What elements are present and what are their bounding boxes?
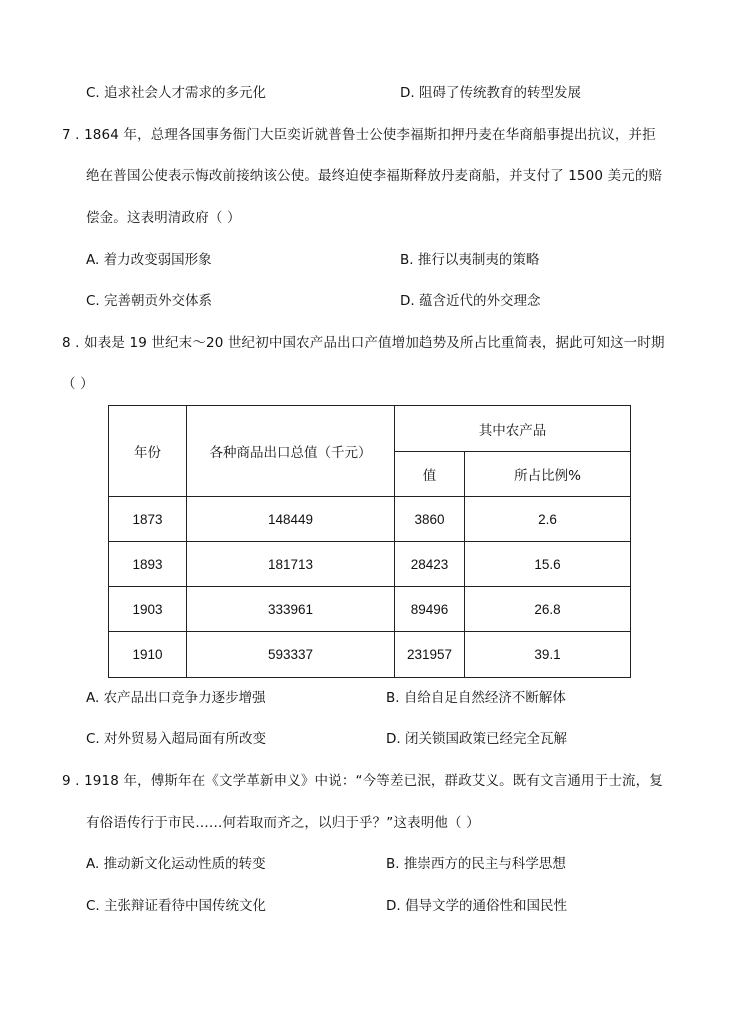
q9-option-a: A. 推动新文化运动性质的转变 — [86, 856, 266, 872]
cell-value: 231957 — [395, 632, 465, 678]
cell-total: 593337 — [187, 632, 395, 678]
q7-option-b: B. 推行以夷制夷的策略 — [400, 252, 540, 268]
q8-stem-line2: （ ） — [62, 376, 94, 392]
cell-year: 1893 — [109, 542, 187, 587]
cell-ratio: 26.8 — [465, 587, 631, 632]
q9-option-c: C. 主张辩证看待中国传统文化 — [86, 898, 267, 914]
q7-option-a: A. 着力改变弱国形象 — [86, 252, 212, 268]
table-row — [109, 497, 631, 542]
cell-total: 148449 — [187, 497, 395, 542]
q8-option-d: D. 闭关锁国政策已经完全瓦解 — [386, 731, 567, 747]
header-value: 值 — [395, 452, 465, 497]
q7-option-d: D. 蕴含近代的外交理念 — [400, 293, 541, 309]
q7-stem-line2: 绝在普国公使表示悔改前接纳该公使。最终迫使李福斯释放丹麦商船，并支付了 1500 美元的赔 — [86, 168, 663, 184]
q8-option-b: B. 自给自足自然经济不断解体 — [386, 690, 566, 706]
cell-ratio: 2.6 — [465, 497, 631, 542]
q8-option-a: A. 农产品出口竞争力逐步增强 — [86, 690, 266, 706]
q8-stem-line1: 8 . 如表是 19 世纪末～20 世纪初中国农产品出口产值增加趋势及所占比重简表，据此可知这一时期 — [62, 335, 665, 351]
q9-stem-line1: 9 . 1918 年，傅斯年在《文学革新申义》中说：“今等差已泯，群政艾义。既有文言通用于士流，复 — [62, 773, 663, 789]
cell-year: 1910 — [109, 632, 187, 678]
q9-option-b: B. 推崇西方的民主与科学思想 — [386, 856, 566, 872]
q7-stem-line1: 7 . 1864 年，总理各国事务衙门大臣奕䜣就普鲁士公使李福斯扣押丹麦在华商船事提出抗议，并拒 — [62, 127, 656, 143]
cell-total: 333961 — [187, 587, 395, 632]
cell-year: 1903 — [109, 587, 187, 632]
cell-ratio: 39.1 — [465, 632, 631, 678]
cell-value: 3860 — [395, 497, 465, 542]
cell-year: 1873 — [109, 497, 187, 542]
q6-option-d: D. 阻碍了传统教育的转型发展 — [400, 85, 581, 101]
header-year: 年份 — [109, 406, 187, 497]
q8-option-c: C. 对外贸易入超局面有所改变 — [86, 731, 267, 747]
q7-stem-line3: 偿金。这表明清政府（ ） — [86, 210, 241, 226]
header-agricultural-group: 其中农产品 — [395, 406, 631, 452]
cell-value: 89496 — [395, 587, 465, 632]
header-total-export: 各种商品出口总值（千元） — [187, 406, 395, 497]
header-ratio: 所占比例% — [465, 452, 631, 497]
table-row — [109, 542, 631, 587]
export-table — [108, 405, 631, 678]
cell-ratio: 15.6 — [465, 542, 631, 587]
q9-option-d: D. 倡导文学的通俗性和国民性 — [386, 898, 567, 914]
cell-total: 181713 — [187, 542, 395, 587]
table-row — [109, 587, 631, 632]
q6-option-c: C. 追求社会人才需求的多元化 — [86, 85, 267, 101]
q9-stem-line2: 有俗语传行于市民……何若取而齐之，以归于乎？”这表明他（ ） — [86, 815, 480, 831]
cell-value: 28423 — [395, 542, 465, 587]
q7-option-c: C. 完善朝贡外交体系 — [86, 293, 213, 309]
table-row — [109, 632, 631, 678]
